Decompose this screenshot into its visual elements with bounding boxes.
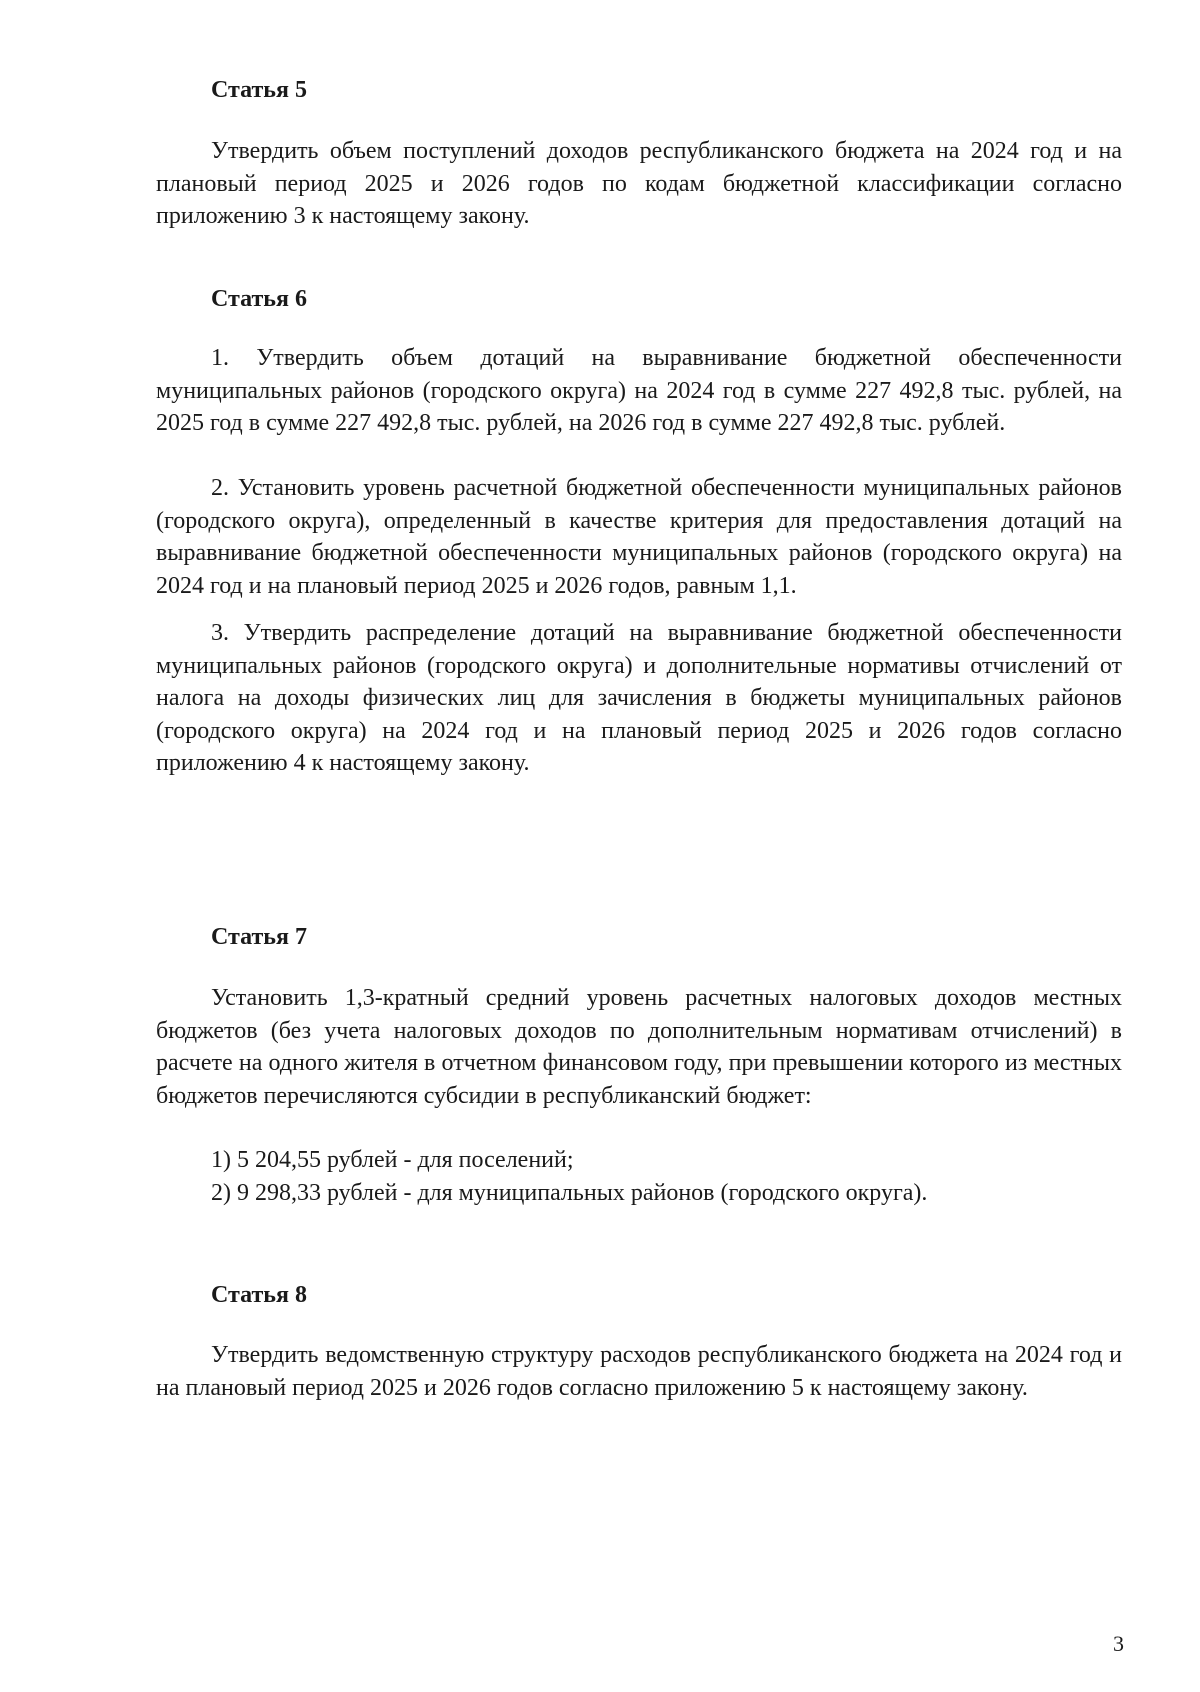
article-5-paragraph-1: Утвердить объем поступлений доходов республиканского бюджета на 2024 год и на плановый период 2025 и 2026 годов по кодам бюджетной классификации согласно приложению 3 к настоящему закону. [156, 138, 1122, 229]
article-6-paragraph-2: 2. Установить уровень расчетной бюджетной обеспеченности муниципальных районов (городского округа), определенный в качестве критерия для предоставления дотаций на выравнивание бюджетной обеспеченности муниципальных районов (городского округа) на 2024 год и на плановый период 2025 и 2026 годов, равным 1,1. [156, 475, 1122, 599]
article-6-paragraph-3: 3. Утвердить распределение дотаций на выравнивание бюджетной обеспеченности муниципальных районов (городского округа) и дополнительные нормативы отчислений от налога на доходы физических лиц для зачисления в бюджеты муниципальных районов (городского округа) на 2024 год и на плановый период 2025 и 2026 годов согласно приложению 4 к настоящему закону. [156, 620, 1122, 776]
article-5-heading: Статья 5 [211, 77, 307, 103]
article-7-heading: Статья 7 [211, 924, 307, 950]
article-6-heading: Статья 6 [211, 286, 307, 312]
article-8-heading: Статья 8 [211, 1282, 307, 1308]
article-7-list-item-1: 1) 5 204,55 рублей - для поселений; [211, 1147, 574, 1173]
article-7-list-item-2: 2) 9 298,33 рублей - для муниципальных районов (городского округа). [211, 1180, 928, 1206]
article-7-paragraph-1: Установить 1,3-кратный средний уровень расчетных налоговых доходов местных бюджетов (без учета налоговых доходов по дополнительным нормативам отчислений) в расчете на одного жителя в отчетном финансовом году, при превышении которого из местных бюджетов перечисляются субсидии в республиканский бюджет: [156, 985, 1122, 1109]
article-8-paragraph-1: Утвердить ведомственную структуру расходов республиканского бюджета на 2024 год и на плановый период 2025 и 2026 годов согласно приложению 5 к настоящему закону. [156, 1342, 1122, 1401]
page-number: 3 [1113, 1631, 1124, 1656]
article-6-paragraph-1: 1. Утвердить объем дотаций на выравнивание бюджетной обеспеченности муниципальных районов (городского округа) на 2024 год в сумме 227 492,8 тыс. рублей, на 2025 год в сумме 227 492,8 тыс. рублей, на 2026 год в сумме 227 492,8 тыс. рублей. [156, 345, 1122, 436]
